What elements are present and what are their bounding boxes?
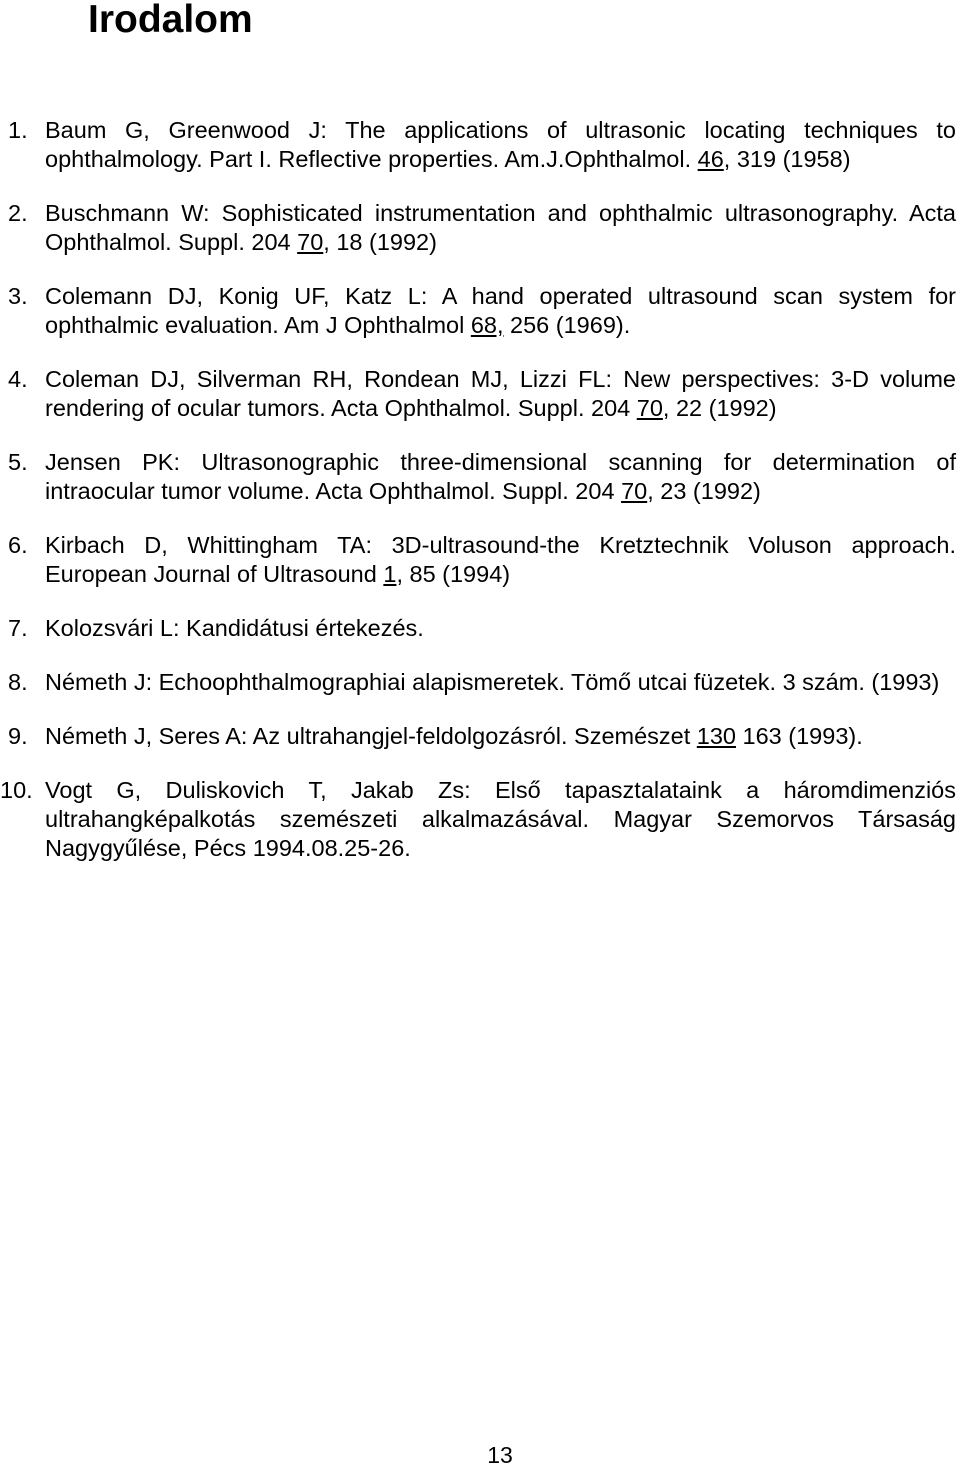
reference-number: 10. (0, 777, 33, 803)
reference-number: 1. (8, 117, 28, 143)
reference-item (0, 668, 960, 697)
reference-volume: 70 (297, 229, 324, 255)
reference-text (45, 116, 956, 174)
reference-volume: 46 (697, 146, 724, 172)
reference-volume: 68, (470, 312, 504, 338)
reference-item (0, 776, 960, 863)
page-number: 13 (487, 1442, 513, 1468)
reference-text (45, 614, 956, 643)
reference-item (0, 282, 960, 340)
reference-number: 3. (8, 283, 28, 309)
reference-text-segment: , 23 (1992) (647, 478, 761, 504)
reference-number: 2. (8, 200, 28, 226)
reference-number: 8. (8, 669, 28, 695)
reference-text-segment: 163 (1993). (736, 723, 863, 749)
reference-text-segment: 256 (1969). (503, 312, 631, 338)
reference-number: 7. (8, 615, 28, 641)
reference-text-segment: Vogt G, Duliskovich T, Jakab Zs: Első tapasztalataink a háromdimenziós ultrahangképalkotás szemészeti alkalmazásával. Magyar Szemorvos Társaság Nagygyűlése, Pécs 1994.08.25-26. (45, 777, 956, 861)
reference-item (0, 614, 960, 643)
reference-text-segment: , 22 (1992) (662, 395, 777, 421)
reference-text (45, 668, 956, 697)
reference-text-segment: Buschmann W: Sophisticated instrumentation and ophthalmic ultrasonography. Acta Ophthalmol. Suppl. 204 (45, 200, 956, 255)
page-title: Irodalom (88, 0, 253, 41)
reference-text-segment: Coleman DJ, Silverman RH, Rondean MJ, Lizzi FL: New perspectives: 3-D volume rendering of ocular tumors. Acta Ophthalmol. Suppl. 204 (45, 366, 956, 421)
reference-text-segment: , 319 (1958) (723, 146, 851, 172)
reference-text (45, 282, 956, 340)
reference-text-segment: Baum G, Greenwood J: The applications of ultrasonic locating techniques to ophthalmology. Part I. Reflective properties. Am.J.Ophthalmol. (45, 117, 956, 172)
reference-text-segment: , 18 (1992) (323, 229, 437, 255)
reference-number: 4. (8, 366, 28, 392)
reference-text-segment: Kirbach D, Whittingham TA: 3D-ultrasound-the Kretztechnik Voluson approach. European Journal of Ultrasound (45, 532, 956, 587)
reference-text (45, 365, 956, 423)
reference-volume: 70 (636, 395, 663, 421)
reference-item (0, 722, 960, 751)
reference-text (45, 199, 956, 257)
reference-number: 9. (8, 723, 28, 749)
reference-text (45, 776, 956, 863)
reference-text-segment: Németh J, Seres A: Az ultrahangjel-feldolgozásról. Szemészet (45, 723, 697, 749)
reference-text-segment: Jensen PK: Ultrasonographic three-dimensional scanning for determination of intraocular tumor volume. Acta Ophthalmol. Suppl. 204 (45, 449, 956, 504)
reference-text-segment: Kolozsvári L: Kandidátusi értekezés. (45, 615, 424, 641)
reference-item (0, 116, 960, 174)
reference-text (45, 448, 956, 506)
reference-number: 6. (8, 532, 28, 558)
reference-text-segment: Colemann DJ, Konig UF, Katz L: A hand operated ultrasound scan system for ophthalmic evaluation. Am J Ophthalmol (45, 283, 956, 338)
reference-text (45, 722, 956, 751)
reference-volume: 130 (696, 723, 737, 749)
reference-item (0, 199, 960, 257)
reference-volume: 70 (621, 478, 648, 504)
reference-item (0, 365, 960, 423)
reference-volume: 1 (383, 561, 397, 587)
reference-list (0, 116, 960, 888)
reference-number: 5. (8, 449, 28, 475)
reference-item (0, 531, 960, 589)
reference-text (45, 531, 956, 589)
reference-text-segment: , 85 (1994) (396, 561, 511, 587)
reference-item (0, 448, 960, 506)
reference-text-segment: Németh J: Echoophthalmographiai alapismeretek. Tömő utcai füzetek. 3 szám. (1993) (45, 669, 940, 695)
